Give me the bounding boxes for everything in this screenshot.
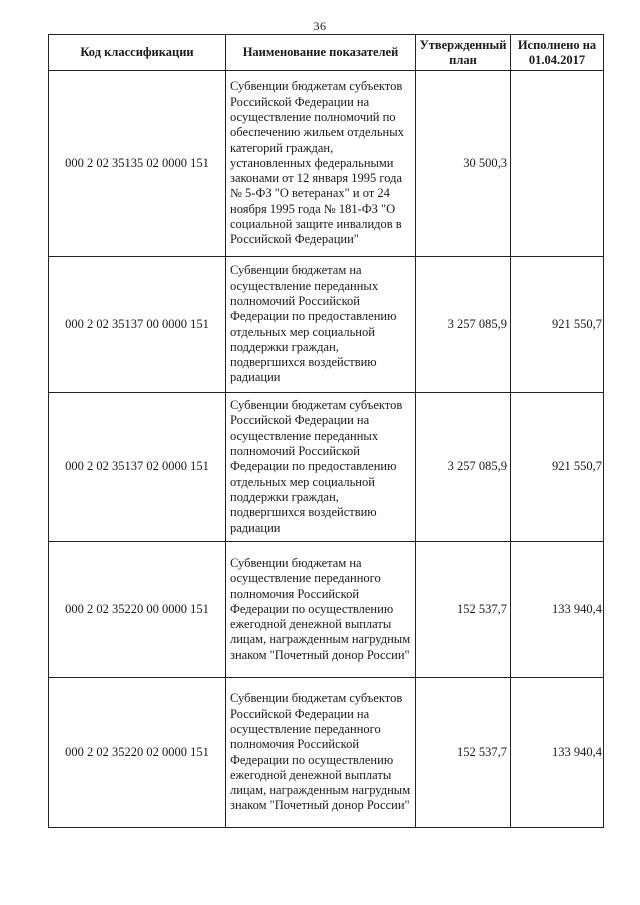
table-row [49,542,604,678]
approved-plan: 152 537,7 [416,542,511,678]
indicator-name: Субвенции бюджетам субъектов Российской Федерации на осуществление полномочий по обеспечению жильем отдельных категорий граждан, установленных федеральными законами от 12 января 1995 года № 5-ФЗ "О ветеранах" и от 24 ноября 1995 года № 181-ФЗ "О социальной защите инвалидов в Российской Федерации" [226,71,416,257]
indicator-name: Субвенции бюджетам на осуществление переданных полномочий Российской Федерации по предоставлению отдельных мер социальной поддержки граждан, подвергшихся воздействию радиации [226,257,416,393]
classification-code: 000 2 02 35135 02 0000 151 [49,71,226,257]
classification-code: 000 2 02 35137 00 0000 151 [49,257,226,393]
executed-amount: 921 550,7 [511,393,604,542]
classification-code: 000 2 02 35220 00 0000 151 [49,542,226,678]
indicator-name: Субвенции бюджетам на осуществление переданного полномочия Российской Федерации по осуществлению ежегодной денежной выплаты лицам, награжденным нагрудным знаком "Почетный донор России" [226,542,416,678]
classification-code: 000 2 02 35220 02 0000 151 [49,678,226,828]
header-name: Наименование показателей [226,35,416,71]
table-row [49,393,604,542]
header-code: Код классификации [49,35,226,71]
table-row [49,71,604,257]
executed-amount: 133 940,4 [511,542,604,678]
executed-amount: 921 550,7 [511,257,604,393]
classification-code: 000 2 02 35137 02 0000 151 [49,393,226,542]
header-plan: Утвержденный план [416,35,511,71]
table-row [49,678,604,828]
indicator-name: Субвенции бюджетам субъектов Российской Федерации на осуществление переданных полномочий Российской Федерации по предоставлению отдельных мер социальной поддержки граждан, подвергшихся воздействию радиации [226,393,416,542]
approved-plan: 30 500,3 [416,71,511,257]
approved-plan: 152 537,7 [416,678,511,828]
page-number: 36 [313,19,327,33]
indicator-name: Субвенции бюджетам субъектов Российской Федерации на осуществление переданного полномочия Российской Федерации по осуществлению ежегодной денежной выплаты лицам, награжденным нагрудным знаком "Почетный донор России" [226,678,416,828]
approved-plan: 3 257 085,9 [416,257,511,393]
budget-table [48,34,604,828]
approved-plan: 3 257 085,9 [416,393,511,542]
table-header-row [49,35,604,71]
executed-amount: 133 940,4 [511,678,604,828]
table-row [49,257,604,393]
header-executed: Исполнено на 01.04.2017 [511,35,604,71]
executed-amount [511,71,604,257]
